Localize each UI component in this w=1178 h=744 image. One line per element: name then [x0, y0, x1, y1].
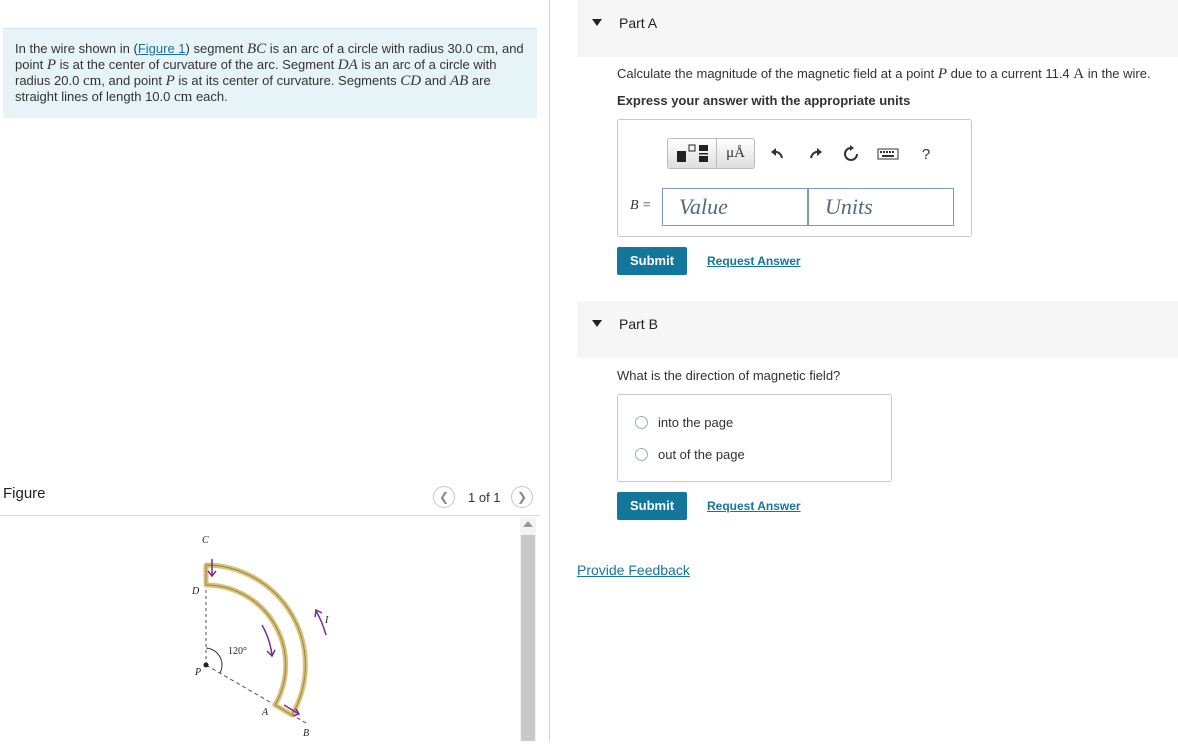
part-a-request-answer-link[interactable]: Request Answer: [707, 254, 801, 268]
figure-pager-text: 1 of 1: [468, 490, 501, 505]
templates-glyph: [668, 139, 718, 170]
wire-figure: [0, 517, 520, 741]
help-icon[interactable]: ?: [921, 145, 931, 163]
units-button[interactable]: μÅ: [717, 138, 755, 169]
part-a-submit-button[interactable]: Submit: [617, 247, 687, 275]
chevron-left-icon[interactable]: ❮: [433, 486, 455, 508]
answer-box: [617, 119, 972, 237]
label-p: P: [195, 667, 202, 678]
provide-feedback-link[interactable]: Provide Feedback: [577, 562, 690, 578]
keyboard-icon[interactable]: [877, 143, 899, 165]
part-a-title: Part A: [619, 15, 658, 31]
label-angle: 120°: [228, 646, 247, 657]
current-arrows: [208, 559, 326, 716]
undo-icon[interactable]: [766, 143, 788, 165]
label-b: B: [303, 728, 310, 739]
figure-title: Figure: [3, 485, 46, 502]
scroll-up-arrow-icon[interactable]: [523, 521, 533, 527]
part-b-submit-button[interactable]: Submit: [617, 492, 687, 520]
option-into-page[interactable]: into the page: [635, 414, 733, 430]
caret-down-icon: [592, 19, 602, 26]
radio-button-icon[interactable]: [635, 416, 648, 429]
direction-options: [617, 394, 892, 482]
redo-icon[interactable]: [805, 143, 827, 165]
caret-down-icon: [592, 320, 602, 327]
option-out-of-page[interactable]: out of the page: [635, 446, 745, 462]
label-c: C: [202, 535, 209, 546]
label-d: D: [192, 586, 200, 597]
scrollbar-thumb[interactable]: [521, 535, 535, 741]
column-divider: [549, 0, 550, 741]
arrow-da: [262, 625, 272, 655]
part-b-request-answer-link[interactable]: Request Answer: [707, 499, 801, 513]
answer-variable-label: B =: [630, 198, 652, 213]
part-b-title: Part B: [619, 316, 658, 332]
label-a: A: [262, 707, 269, 718]
chevron-right-icon[interactable]: ❯: [511, 486, 533, 508]
templates-icon[interactable]: [667, 138, 717, 169]
part-a-header[interactable]: [577, 0, 1178, 57]
problem-statement: In the wire shown in (Figure 1) segment BC is an arc of a circle with radius 30.0 cm, and point P is at the center of curvature of the arc. Segment DA is an arc of a circle with radius 20.0 cm, and point P is at its center of curvature. Segments CD and AB are straight lines of length 10.0 cm each.: [3, 28, 537, 118]
figure-area: [0, 517, 520, 741]
part-b-question: What is the direction of magnetic field?: [617, 368, 841, 383]
figure-scrollbar[interactable]: [520, 517, 536, 741]
reset-icon[interactable]: [840, 143, 862, 165]
value-input[interactable]: Value: [662, 188, 808, 226]
part-b-header[interactable]: [577, 301, 1178, 358]
figure-header: [0, 480, 540, 516]
figure-link[interactable]: Figure 1: [137, 41, 186, 56]
label-current: I: [325, 615, 329, 626]
wire-loop: [206, 565, 305, 715]
point-p: [204, 663, 209, 668]
units-input[interactable]: Units: [808, 188, 954, 226]
part-a-question: Calculate the magnitude of the magnetic field at a point P due to a current 11.4 A in the wire.: [617, 66, 1151, 82]
part-a-instruction: Express your answer with the appropriate units: [617, 93, 911, 108]
radio-button-icon[interactable]: [635, 448, 648, 461]
